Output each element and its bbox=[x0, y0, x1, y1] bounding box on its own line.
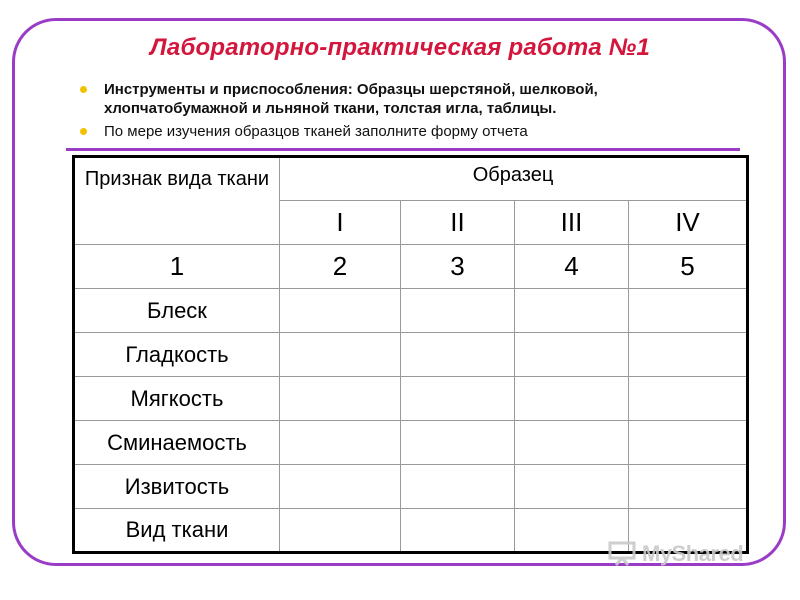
bullet-text: По мере изучения образцов тканей заполните форму отчета bbox=[104, 123, 528, 140]
empty-cell[interactable] bbox=[401, 465, 515, 509]
empty-cell[interactable] bbox=[515, 333, 629, 377]
empty-cell[interactable] bbox=[515, 377, 629, 421]
column-number: 4 bbox=[515, 245, 629, 289]
feature-label: Гладкость bbox=[74, 333, 280, 377]
empty-cell[interactable] bbox=[280, 377, 401, 421]
report-table bbox=[72, 155, 749, 554]
feature-label: Блеск bbox=[74, 289, 280, 333]
feature-label: Мягкость bbox=[74, 377, 280, 421]
sample-column-header: IV bbox=[629, 201, 748, 245]
table-row bbox=[74, 465, 748, 509]
empty-cell[interactable] bbox=[401, 333, 515, 377]
empty-cell[interactable] bbox=[515, 465, 629, 509]
table-row bbox=[74, 421, 748, 465]
empty-cell[interactable] bbox=[280, 333, 401, 377]
feature-header: Признак вида ткани bbox=[74, 157, 280, 245]
column-number: 2 bbox=[280, 245, 401, 289]
empty-cell[interactable] bbox=[280, 289, 401, 333]
column-number: 3 bbox=[401, 245, 515, 289]
divider-line bbox=[66, 148, 740, 151]
bullet-dot-icon bbox=[80, 128, 87, 135]
empty-cell[interactable] bbox=[629, 377, 748, 421]
empty-cell[interactable] bbox=[401, 509, 515, 553]
table-row bbox=[74, 289, 748, 333]
sample-column-header: I bbox=[280, 201, 401, 245]
bullet-item bbox=[76, 80, 726, 118]
watermark bbox=[608, 538, 778, 572]
sample-column-header: II bbox=[401, 201, 515, 245]
empty-cell[interactable] bbox=[629, 289, 748, 333]
bullet-text: Инструменты и приспособления: Образцы шерстяной, шелковой, хлопчатобумажной и льняной ткани, толстая игла, таблицы. bbox=[104, 81, 598, 117]
empty-cell[interactable] bbox=[401, 421, 515, 465]
bullet-list bbox=[76, 80, 726, 145]
bullet-dot-icon bbox=[80, 86, 87, 93]
sample-column-header: III bbox=[515, 201, 629, 245]
slide-title: Лабораторно-практическая работа №1 bbox=[149, 34, 651, 61]
empty-cell[interactable] bbox=[629, 333, 748, 377]
column-number: 1 bbox=[74, 245, 280, 289]
column-number: 5 bbox=[629, 245, 748, 289]
empty-cell[interactable] bbox=[401, 377, 515, 421]
feature-label: Вид ткани bbox=[74, 509, 280, 553]
empty-cell[interactable] bbox=[280, 465, 401, 509]
empty-cell[interactable] bbox=[515, 289, 629, 333]
watermark-text: MyShared bbox=[642, 541, 744, 566]
empty-cell[interactable] bbox=[629, 465, 748, 509]
sample-header: Образец bbox=[280, 157, 748, 201]
empty-cell[interactable] bbox=[280, 509, 401, 553]
feature-label: Извитость bbox=[74, 465, 280, 509]
feature-label: Сминаемость bbox=[74, 421, 280, 465]
bullet-item bbox=[76, 122, 726, 141]
table-row bbox=[74, 377, 748, 421]
presentation-board-icon bbox=[608, 540, 636, 566]
empty-cell[interactable] bbox=[629, 421, 748, 465]
empty-cell[interactable] bbox=[401, 289, 515, 333]
empty-cell[interactable] bbox=[515, 421, 629, 465]
empty-cell[interactable] bbox=[280, 421, 401, 465]
table-row bbox=[74, 333, 748, 377]
